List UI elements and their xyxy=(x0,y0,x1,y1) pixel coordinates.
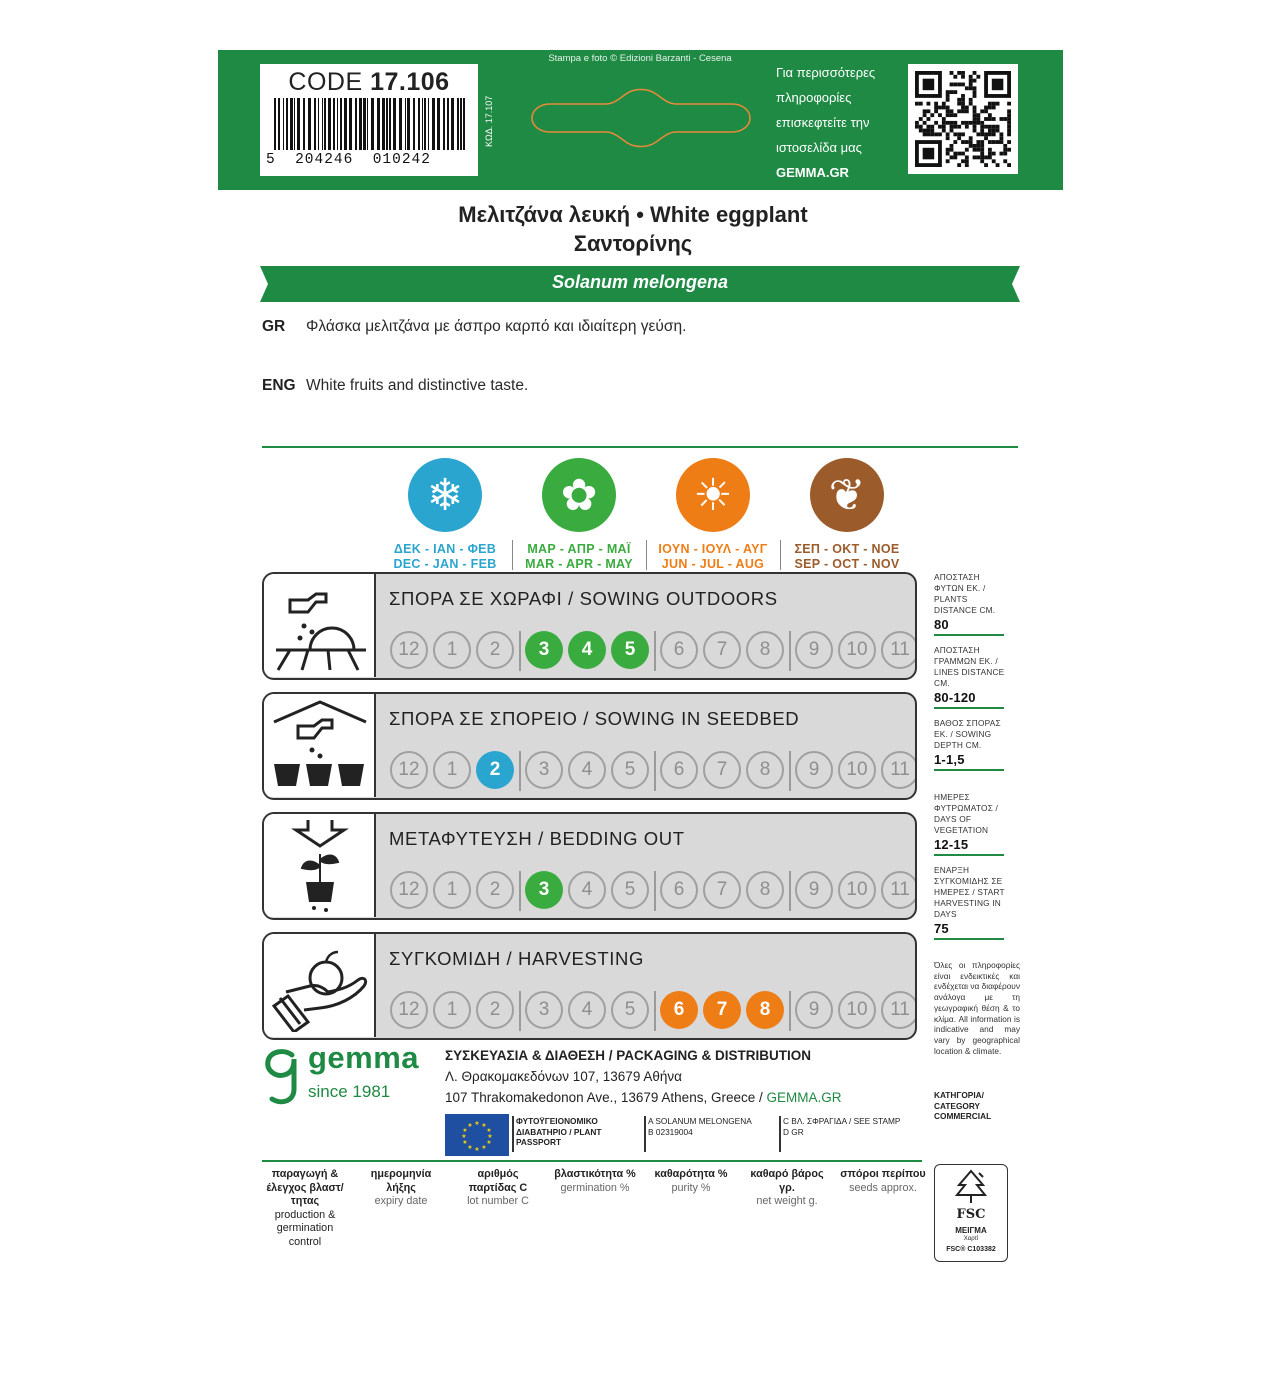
month-10: 10 xyxy=(838,871,876,909)
plant-passport-title: ΦΥΤΟΫΓΕΙΟΝΟΜΙΚΟ ΔΙΑΒΑΤΗΡΙΟ / PLANT PASSPORT xyxy=(516,1116,602,1147)
calendar-row-title: ΣΠΟΡΑ ΣΕ ΣΠΟΡΕΙΟ / SOWING IN SEEDBED xyxy=(389,708,800,729)
qr-code-icon xyxy=(915,71,1011,167)
calendar-row-sowing-seedbed xyxy=(262,692,917,800)
month-7: 7 xyxy=(703,631,741,669)
quarter-divider xyxy=(789,991,791,1031)
month-11: 11 xyxy=(881,751,917,789)
quarter-divider xyxy=(789,871,791,911)
month-7: 7 xyxy=(703,751,741,789)
seedbed-icon xyxy=(264,694,376,797)
month-1: 1 xyxy=(433,871,471,909)
month-4: 4 xyxy=(568,751,606,789)
month-12: 12 xyxy=(390,631,428,669)
info-plants-distance: ΑΠΟΣΤΑΣΗ ΦΥΤΩΝ ΕΚ. / PLANTS DISTANCE CM. 80 xyxy=(934,572,1006,636)
quarter-divider xyxy=(654,631,656,671)
month-4: 4 xyxy=(568,991,606,1029)
month-8: 8 xyxy=(746,871,784,909)
svg-text:★: ★ xyxy=(486,1139,492,1146)
month-track xyxy=(382,991,914,1031)
season-separator xyxy=(512,540,513,570)
month-1: 1 xyxy=(433,991,471,1029)
sun-icon: ☀ xyxy=(676,458,750,532)
divider xyxy=(262,446,1018,448)
quarter-divider xyxy=(789,631,791,671)
footer-net-weight: καθαρό βάρος γρ. net weight g. xyxy=(750,1168,824,1208)
svg-text:★: ★ xyxy=(462,1127,468,1134)
barcode-box xyxy=(260,64,478,176)
svg-text:★: ★ xyxy=(487,1133,493,1140)
svg-text:★: ★ xyxy=(474,1146,480,1153)
website-link[interactable]: GEMMA.GR xyxy=(776,165,849,180)
month-9: 9 xyxy=(795,991,833,1029)
fsc-paper: Χαρτί xyxy=(963,1236,979,1242)
season-autumn: ❦ ΣΕΠ - ΟΚΤ - ΝΟΕ SEP - OCT - NOV xyxy=(782,458,912,572)
month-11: 11 xyxy=(881,991,917,1029)
month-3: 3 xyxy=(525,871,563,909)
print-credit: Stampa e foto © Edizioni Barzanti - Cesena xyxy=(548,53,732,64)
season-separator xyxy=(780,540,781,570)
quarter-divider xyxy=(519,871,521,911)
passport-divider xyxy=(644,1116,646,1152)
month-8: 8 xyxy=(746,991,784,1029)
svg-text:★: ★ xyxy=(461,1133,467,1140)
sowing-outdoors-icon xyxy=(264,574,376,677)
month-2: 2 xyxy=(476,991,514,1029)
passport-cd: C ΒΛ. ΣΦΡΑΓΙΔΑ / SEE STAMP D GR xyxy=(783,1116,901,1137)
month-5: 5 xyxy=(611,871,649,909)
month-6: 6 xyxy=(660,991,698,1029)
month-6: 6 xyxy=(660,751,698,789)
month-9: 9 xyxy=(795,751,833,789)
address-gr: Λ. Θρακομακεδόνων 107, 13679 Αθήνα xyxy=(445,1069,682,1084)
fsc-brand: FSC xyxy=(956,1207,986,1222)
brand-name: gemma xyxy=(308,1040,420,1075)
info-start-harvesting: ΕΝΑΡΞΗ ΣΥΓΚΟΜΙΔΗΣ ΣΕ ΗΜΕΡΕΣ / START HARVESTING IN DAYS 75 xyxy=(934,865,1006,940)
footer-germination: βλαστικότητα % germination % xyxy=(554,1168,636,1194)
month-5: 5 xyxy=(611,631,649,669)
info-lines-distance: ΑΠΟΣΤΑΣΗ ΓΡΑΜΜΩΝ ΕΚ. / LINES DISTANCE CM. 80-120 xyxy=(934,645,1006,709)
quarter-divider xyxy=(789,751,791,791)
month-8: 8 xyxy=(746,631,784,669)
footer-production-control: παραγωγή & έλεγχος βλαστ/τητας production & germination control xyxy=(266,1168,344,1248)
calendar-row-harvesting xyxy=(262,932,917,1040)
packaging-title: ΣΥΣΚΕΥΑΣΙΑ & ΔΙΑΘΕΣΗ / PACKAGING & DISTRIBUTION xyxy=(445,1048,812,1063)
month-7: 7 xyxy=(703,871,741,909)
fsc-code: FSC® C103382 xyxy=(946,1246,996,1253)
month-10: 10 xyxy=(838,991,876,1029)
kod-code-vertical: ΚΩΔ. 17.107 xyxy=(484,95,494,147)
eu-flag-icon xyxy=(445,1114,509,1156)
month-5: 5 xyxy=(611,751,649,789)
footer-expiry-date: ημερομηνία λήξης expiry date xyxy=(370,1168,432,1208)
passport-divider xyxy=(779,1116,781,1152)
month-6: 6 xyxy=(660,871,698,909)
more-info-text: Για περισσότερες πληροφορίες επισκεφτείτε την ιστοσελίδα μας GEMMA.GR xyxy=(776,60,906,185)
calendar-row-sowing-outdoors xyxy=(262,572,917,680)
month-track xyxy=(382,871,914,911)
quarter-divider xyxy=(519,751,521,791)
barcode-digits: 5 204246 010242 xyxy=(266,152,431,168)
footer-lot-number: αριθμός παρτίδας C lot number C xyxy=(467,1168,529,1208)
month-7: 7 xyxy=(703,991,741,1029)
hang-hole-icon xyxy=(528,86,754,148)
svg-text:★: ★ xyxy=(481,1144,487,1151)
month-6: 6 xyxy=(660,631,698,669)
harvest-icon xyxy=(264,934,376,1037)
month-11: 11 xyxy=(881,631,917,669)
quarter-divider xyxy=(654,751,656,791)
quarter-divider xyxy=(654,871,656,911)
address-en: 107 Thrakomakedonon Ave., 13679 Athens, Greece / GEMMA.GR xyxy=(445,1090,842,1105)
month-3: 3 xyxy=(525,631,563,669)
svg-text:★: ★ xyxy=(467,1144,473,1151)
month-10: 10 xyxy=(838,751,876,789)
fsc-tree-icon xyxy=(951,1169,991,1203)
description-gr: GR Φλάσκα μελιτζάνα με άσπρο καρπό και ιδιαίτερη γεύση. xyxy=(262,318,687,335)
description-en: ENG White fruits and distinctive taste. xyxy=(262,377,529,394)
fsc-label xyxy=(934,1164,1008,1262)
calendar-row-title: ΜΕΤΑΦΥΤΕΥΣΗ / BEDDING OUT xyxy=(389,828,685,849)
category-label: ΚΑΤΗΓΟΡΙΑ/ CATEGORY COMMERCIAL xyxy=(934,1090,992,1122)
footer-divider xyxy=(262,1160,922,1162)
code-label: CODE xyxy=(288,68,363,96)
lang-code-gr: GR xyxy=(262,318,286,335)
month-4: 4 xyxy=(568,871,606,909)
passport-ab: A SOLANUM MELONGENA B 02319004 xyxy=(648,1116,752,1137)
snowflake-icon: ❄ xyxy=(408,458,482,532)
month-2: 2 xyxy=(476,751,514,789)
footer-seeds-approx: σπόροι περίπου seeds approx. xyxy=(840,1168,926,1194)
fsc-mix: ΜΕΙΓΜΑ xyxy=(955,1226,987,1235)
month-12: 12 xyxy=(390,871,428,909)
month-9: 9 xyxy=(795,871,833,909)
svg-text:★: ★ xyxy=(474,1120,480,1127)
calendar-row-title: ΣΥΓΚΟΜΙΔΗ / HARVESTING xyxy=(389,948,644,969)
disclaimer-note: Όλες οι πληροφορίες είναι ενδεικτικές και ενδέχεται να διαφέρουν ανάλογα με τη γεωγραφική θέση & το κλίμα. All information is indicative and may vary by geographical location & climate. xyxy=(934,960,1020,1056)
svg-text:★: ★ xyxy=(462,1139,468,1146)
month-4: 4 xyxy=(568,631,606,669)
month-5: 5 xyxy=(611,991,649,1029)
month-2: 2 xyxy=(476,871,514,909)
website-link[interactable]: GEMMA.GR xyxy=(766,1090,842,1105)
season-summer: ☀ ΙΟΥΝ - ΙΟΥΛ - ΑΥΓ JUN - JUL - AUG xyxy=(648,458,778,572)
month-track xyxy=(382,631,914,671)
month-1: 1 xyxy=(433,751,471,789)
season-separator xyxy=(646,540,647,570)
month-8: 8 xyxy=(746,751,784,789)
month-1: 1 xyxy=(433,631,471,669)
month-track xyxy=(382,751,914,791)
quarter-divider xyxy=(519,631,521,671)
month-10: 10 xyxy=(838,631,876,669)
svg-text:★: ★ xyxy=(486,1127,492,1134)
season-winter: ❄ ΔΕΚ - ΙΑΝ - ΦΕΒ DEC - JAN - FEB xyxy=(380,458,510,572)
passport-divider xyxy=(512,1116,514,1152)
month-3: 3 xyxy=(525,751,563,789)
quarter-divider xyxy=(519,991,521,1031)
flower-icon: ✿ xyxy=(542,458,616,532)
gemma-logo-icon xyxy=(262,1045,302,1109)
quarter-divider xyxy=(654,991,656,1031)
code-number: 17.106 xyxy=(370,68,450,96)
month-11: 11 xyxy=(881,871,917,909)
info-sowing-depth: ΒΑΘΟΣ ΣΠΟΡΑΣ ΕΚ. / SOWING DEPTH CM. 1-1,5 xyxy=(934,718,1006,771)
month-12: 12 xyxy=(390,991,428,1029)
bedding-out-icon xyxy=(264,814,376,917)
month-9: 9 xyxy=(795,631,833,669)
footer-purity: καθαρότητα % purity % xyxy=(654,1168,728,1194)
season-spring: ✿ ΜΑΡ - ΑΠΡ - ΜΑΪ MAR - APR - MAY xyxy=(514,458,644,572)
calendar-row-bedding-out xyxy=(262,812,917,920)
leaf-icon: ❦ xyxy=(810,458,884,532)
calendar-row-title: ΣΠΟΡΑ ΣΕ ΧΩΡΑΦΙ / SOWING OUTDOORS xyxy=(389,588,778,609)
product-title: Μελιτζάνα λευκή • White eggplant Σαντορίνης xyxy=(458,202,808,256)
month-12: 12 xyxy=(390,751,428,789)
svg-text:★: ★ xyxy=(481,1122,487,1129)
info-days-vegetation: ΗΜΕΡΕΣ ΦΥΤΡΩΜΑΤΟΣ / DAYS OF VEGETATION 12-15 xyxy=(934,792,1006,856)
month-2: 2 xyxy=(476,631,514,669)
lang-code-en: ENG xyxy=(262,377,296,394)
month-3: 3 xyxy=(525,991,563,1029)
brand-since: since 1981 xyxy=(308,1082,391,1101)
latin-name: Solanum melongena xyxy=(551,272,729,292)
barcode-image xyxy=(272,98,468,152)
svg-text:★: ★ xyxy=(467,1122,473,1129)
qr-code[interactable] xyxy=(908,64,1018,174)
